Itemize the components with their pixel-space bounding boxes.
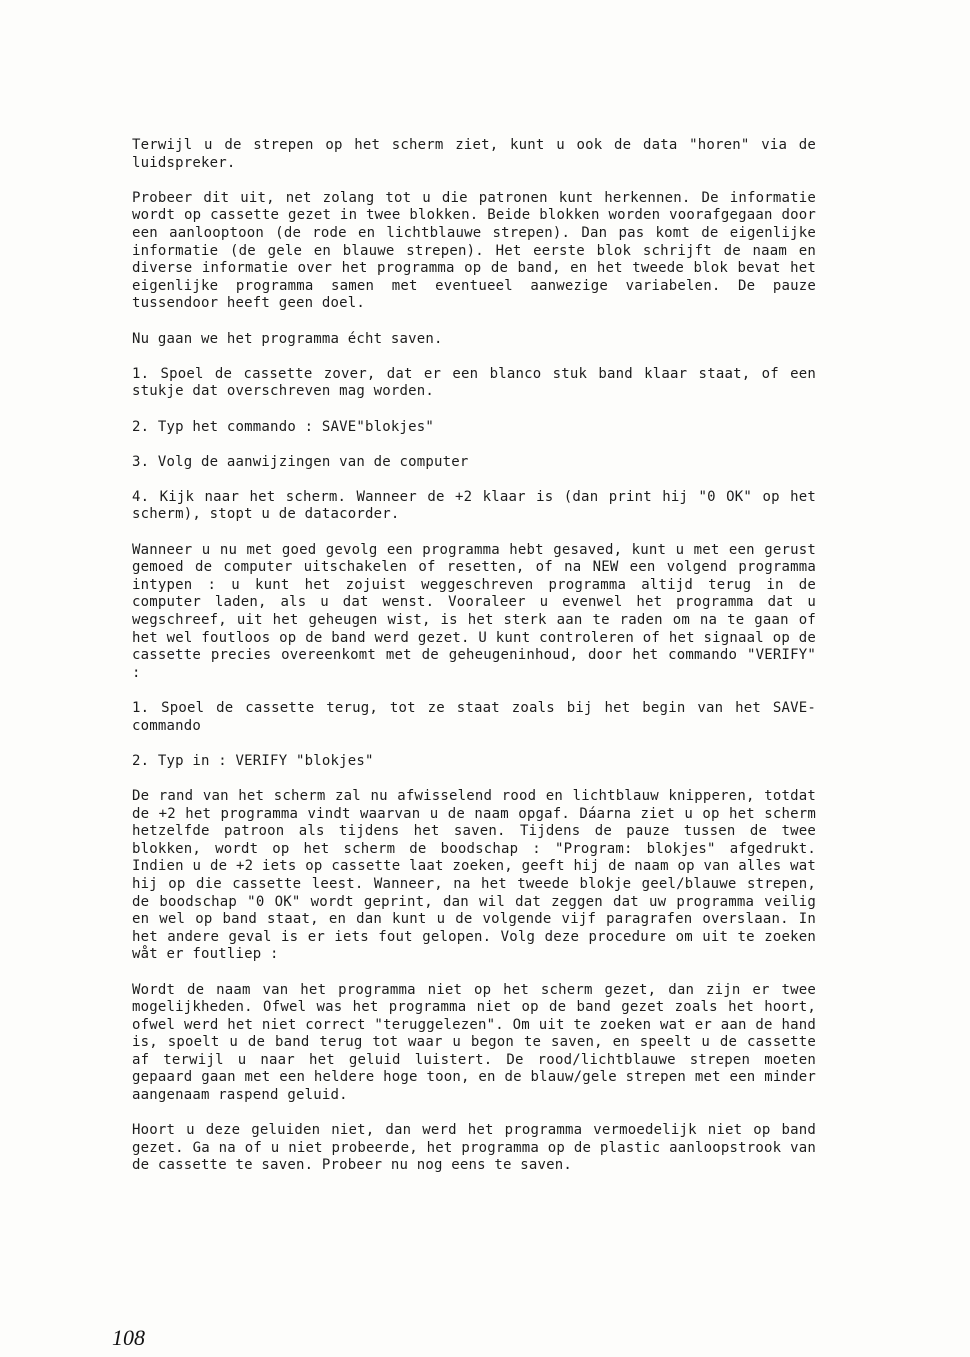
paragraph-blocks-info: Probeer dit uit, net zolang tot u die patronen kunt herkennen. De informatie wordt op cassette gezet in twee blokken. Beide blokken worden voorafgegaan door een aanlooptoon (de rode en lichtblauwe strepen). Dan pas komt de eigenlijke informatie (de gele en blauwe strepen). Het eerste blok schrijft de naam en diverse informatie over het programma op de band, en het tweede blok bevat het eigenlijke programma samen met eventueel aanwezige variabelen. De pauze tussendoor heeft geen doel. [132,189,816,312]
paragraph-name-missing: Wordt de naam van het programma niet op het scherm gezet, dan zijn er twee mogelijkheden. Ofwel was het programma niet op de band gezet zoals het hoort, ofwel werd het niet correct "teruggelezen". Om uit te zoeken wat er aan de hand is, spoelt u de band terug tot waar u begon te saven, en speelt u de cassette af terwijl u naar het geluid luistert. De rood/lichtblauwe strepen moeten gepaard gaan met een heldere hoge toon, en de blauw/gele strepen met een minder aangenaam raspend geluid. [132,981,816,1104]
paragraph-now-save: Nu gaan we het programma écht saven. [132,330,443,347]
step-4-watch-screen: 4. Kijk naar het scherm. Wanneer de +2 klaar is (dan print hij "0 OK" op het scherm), stopt u de datacorder. [132,488,816,523]
step-2-save-command: 2. Typ het commando : SAVE"blokjes" [132,418,435,435]
verify-step-1: 1. Spoel de cassette terug, tot ze staat zoals bij het begin van het SAVE-commando [132,700,816,734]
paragraph-no-sounds: Hoort u deze geluiden niet, dan werd het programma vermoedelijk niet op band gezet. Ga na of u niet probeerde, het programma op de plastic aanloopstrook van de cassette te saven. Probeer nu nog eens te saven. [132,1122,816,1174]
body-text [132,137,816,1193]
step-1-rewind: 1. Spoel de cassette zover, dat er een blanco stuk band klaar staat, of een stukje dat overschreven mag worden. [132,365,816,400]
paragraph-border-flash: De rand van het scherm zal nu afwisselend rood en lichtblauw knipperen, totdat de +2 het programma vindt waarvan u de naam opgaf. Dáarna ziet u op het scherm hetzelfde patroon als tijdens het saven. Tijdens de pauze tussen de twee blokken, wordt op het scherm de boodschap : "Program: blokjes" afgedrukt. Indien u de +2 iets op cassette laat zoeken, geeft hij de naam op van alles wat hij op die cassette leest. Wanneer, na het tweede blokje geel/blauwe strepen, de boodschap "0 OK" wordt geprint, dan wil dat zeggen dat uw programma veilig en wel op band staat, en dan kunt u de volgende vijf paragrafen overslaan. In het andere geval is er iets fout gelopen. Volg deze procedure om uit te zoeken wåt er foutliep : [132,787,816,963]
paragraph-intro: Terwijl u de strepen op het scherm ziet, kunt u ook de data "horen" via de luidspreker. [132,137,816,171]
verify-step-2: 2. Typ in : VERIFY "blokjes" [132,752,374,769]
paragraph-verify-intro: Wanneer u nu met goed gevolg een programma hebt gesaved, kunt u met een gerust gemoed de computer uitschakelen of resetten, of na NEW een volgend programma intypen : u kunt het zojuist weggeschreven programma altijd terug in de computer laden, als u dat wenst. Vooraleer u evenwel het programma dat u wegschreef, uit het geheugen wist, is het sterk aan te raden om na te gaan of het wel foutloos op de band werd gezet. U kunt controleren of het signaal op de cassette precies overeenkomt met de geheugeninhoud, door het commando "VERIFY" : [132,541,816,681]
step-3-follow: 3. Volg de aanwijzingen van de computer [132,453,469,470]
page-number: 108 [112,1325,145,1350]
